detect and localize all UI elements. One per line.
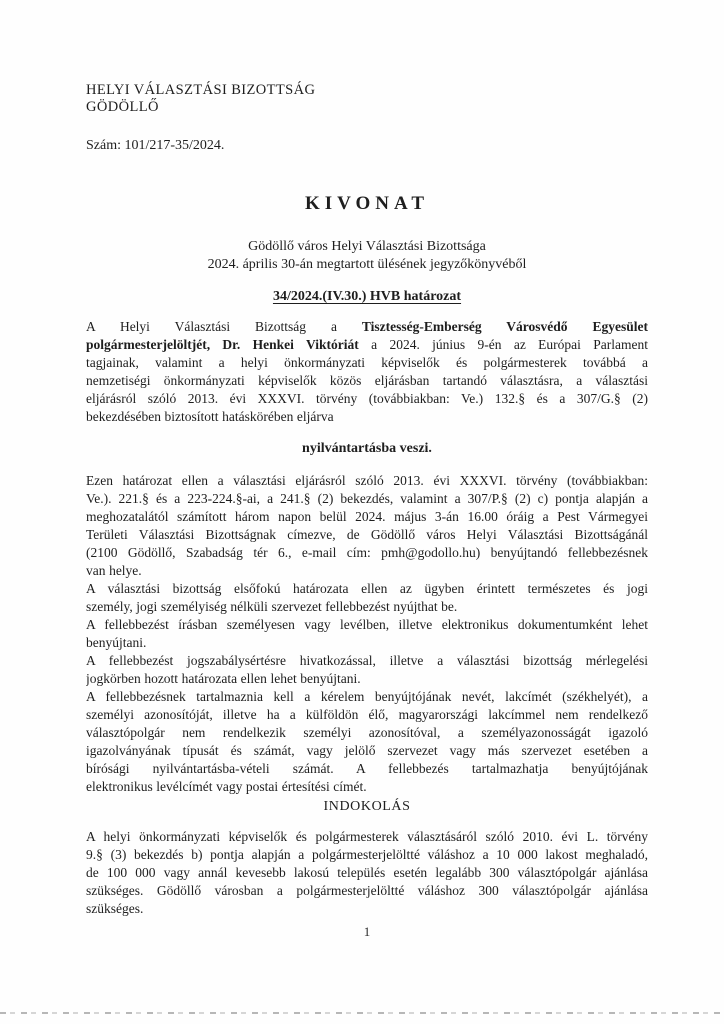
paragraph-line: benyújtani. — [86, 635, 147, 650]
paragraph-line: de 100 000 vagy annál kevesebb lakosú település esetén legalább 300 választópolgár ajánlása — [86, 865, 648, 880]
paragraph — [86, 652, 648, 688]
justification-heading: INDOKOLÁS — [323, 799, 411, 814]
appeal-section — [86, 472, 648, 796]
paragraph-line: 9.§ (3) bekezdés b) pontja alapján a polgármesterjelöltté váláshoz a 10 000 lakost meghaladó, — [86, 847, 648, 862]
subtitle-line-1: Gödöllő város Helyi Választási Bizottsága — [248, 239, 486, 254]
paragraph-line: bekezdésében biztosított hatáskörében eljárva — [86, 409, 334, 424]
paragraph — [86, 828, 648, 918]
paragraph-line: A választási bizottság elsőfokú határozata ellen az ügyben érintett természetes és jogi — [86, 581, 648, 596]
paragraph — [86, 580, 648, 616]
paragraph-line: elektronikus levélcímét vagy postai értesítési címét. — [86, 779, 367, 794]
paragraph-line: A Helyi Választási Bizottság a Tisztesség-Emberség Városvédő Egyesület — [86, 319, 648, 334]
issuer-city: GÖDÖLLŐ — [86, 99, 159, 115]
paragraph — [86, 616, 648, 652]
paragraph-line: jogkörben hozott határozata ellen lehet benyújtani. — [86, 671, 361, 686]
paragraph-line: meghozatalától számított három napon belül 2024. május 3-án 16.00 óráig a Pest Vármegyei — [86, 509, 648, 524]
paragraph — [86, 472, 648, 580]
operative-clause: nyilvántartásba veszi. — [302, 441, 432, 456]
issuer-name: HELYI VÁLASZTÁSI BIZOTTSÁG — [86, 82, 316, 98]
extract-title: KIVONAT — [305, 193, 429, 214]
scan-artifact-line — [0, 1012, 724, 1014]
paragraph-line: személyi azonosítóját, illetve ha a külföldön élő, magyarországi lakcímmel nem rendelkező — [86, 707, 648, 722]
paragraph-line: Területi Választási Bizottságnak címezve, de Gödöllő város Helyi Választási Bizottságánál — [86, 527, 648, 542]
paragraph-line: A helyi önkormányzati képviselők és polgármesterek választásáról szóló 2010. évi L. törvény — [86, 829, 648, 844]
paragraph-line: tagjainak, valamint a helyi önkormányzati képviselők és polgármesterek továbbá a — [86, 355, 648, 370]
justification-section — [86, 828, 648, 918]
paragraph-line: polgármesterjelöltjét, Dr. Henkei Viktóriát a 2024. június 9-én az Európai Parlament — [86, 337, 648, 352]
decision-heading: 34/2024.(IV.30.) HVB határozat — [272, 289, 462, 304]
paragraph-line: A fellebbezést jogszabálysértésre hivatkozással, illetve a választási bizottság mérlegelési — [86, 653, 648, 668]
case-number: Szám: 101/217-35/2024. — [86, 138, 225, 153]
paragraph-line: van helye. — [86, 563, 142, 578]
paragraph-line: szükséges. — [86, 901, 144, 916]
page-number: 1 — [363, 924, 371, 939]
intro-section — [86, 318, 648, 426]
subtitle-line-2: 2024. április 30-án megtartott ülésének jegyzőkönyvéből — [207, 257, 527, 272]
paragraph-line: A fellebbezést írásban személyesen vagy levélben, illetve elektronikus dokumentumként lehet — [86, 617, 648, 632]
paragraph-line: szükséges. Gödöllő városban a polgármesterjelöltté váláshoz 300 választópolgár ajánlása — [86, 883, 648, 898]
paragraph-line: A fellebbezésnek tartalmaznia kell a kérelem benyújtójának nevét, lakcímét (székhelyét), a — [86, 689, 648, 704]
paragraph-line: bírósági nyilvántartásba-vételi számát. A fellebbezés tartalmazhatja benyújtójának — [86, 761, 648, 776]
paragraph-line: választópolgár nem rendelkezik személyi azonosítóval, a személyazonosságát igazoló — [86, 725, 648, 740]
paragraph-line: nemzetiségi önkormányzati képviselők közös eljárásban tartandó választásra, a választási — [86, 373, 648, 388]
subtitle — [86, 238, 648, 274]
paragraph — [86, 688, 648, 796]
paragraph-line: igazolványának típusát és számát, vagy jelölő szervezet vagy más szervezet esetében a — [86, 743, 648, 758]
issuer-block — [86, 82, 648, 116]
paragraph-line: eljárásról szóló 2013. évi XXXVI. törvény (továbbiakban: Ve.) 132.§ és a 307/G.§ (2) — [86, 391, 648, 406]
paragraph-line: személy, jogi személyiség nélküli szervezet fellebbezést nyújthat be. — [86, 599, 458, 614]
paragraph-line: Ve.). 221.§ és a 223-224.§-ai, a 241.§ (2) bekezdés, valamint a 307/P.§ (2) c) pontja alapján a — [86, 491, 648, 506]
paragraph — [86, 318, 648, 426]
paragraph-line: Ezen határozat ellen a választási eljárásról szóló 2013. évi XXXVI. törvény (továbbiakban: — [86, 473, 648, 488]
paragraph-line: (2100 Gödöllő, Szabadság tér 6., e-mail cím: pmh@godollo.hu) benyújtandó fellebbezésnek — [86, 545, 648, 560]
